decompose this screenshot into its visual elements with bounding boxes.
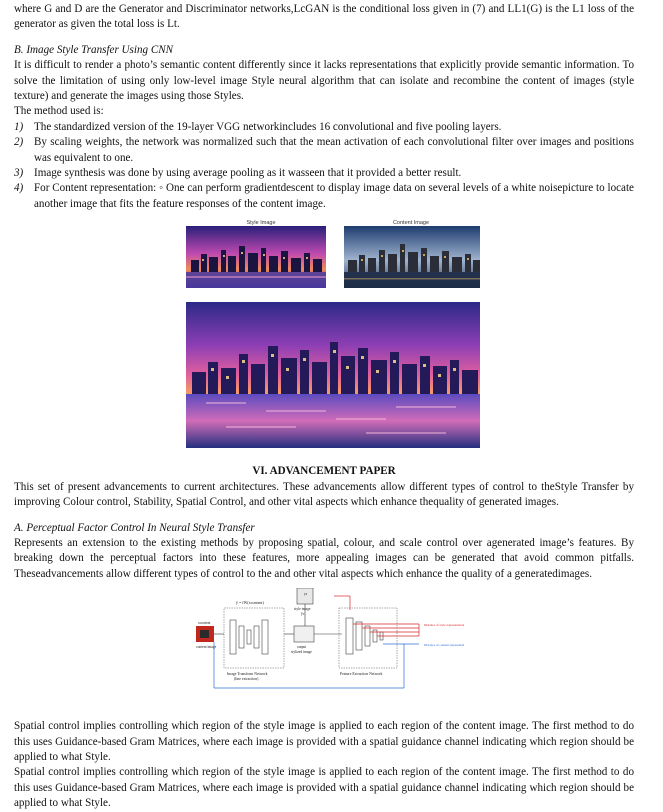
closing-paragraph-2: Spatial control implies controlling which region of the style image is applied to each region of the content image. The first method to do this uses Guidance-based Gram Matrices, where each image is provided with a spatial guidance channel indicating which region should be applied to what Style. [14,766,634,810]
list-item-number: 3) [14,167,24,180]
section-vi-paragraph: This set of present advancements to current architectures. These advancements allow different types of control to theStyle Transfer by improving Colour control, Stability, Spatial Control, and other vital aspects which enhance thequality of generated images. [14,480,634,509]
section-a-paragraph: Represents an extension to the existing methods by proposing spatial, colour, and scale control over agenerated image’s features. By breaking down the perceptual factors into these features, more appealing images can be generated that avoid common pitfalls. Theseadvancements allow different types of control to the and other vital aspects which enhance the quality of a generatedimages. [14,536,634,580]
method-intro: The method used is: [14,105,104,118]
content-image-label: content image [196,645,217,650]
style-image-caption: Style Image [246,220,276,227]
xcontent-label: xcontent [198,621,211,626]
style-image-diagram-label: style image [294,607,311,612]
list-item-text: By scaling weights, the network was normalized such that the mean activation of each convolutional filter over images and positions was equivalent to one. [34,136,634,164]
list-item-text: For Content representation: ◦ One can perform gradientdescent to display image data on several levels of a white noisepicture to locate another image that fits the feature responses of the content image. [34,182,634,210]
dist-content-label: Distance of content representation [424,643,464,648]
list-item-text: Image synthesis was done by using average pooling as it wasseen that it provided a better result. [34,167,462,180]
style-transfer-figure [186,216,476,450]
list-item-number: 2) [14,136,24,149]
list-item-number: 4) [14,182,24,195]
ys-label: ys [304,592,308,597]
section-b-paragraph: It is difficult to render a photo’s semantic content differently since it lacks representations that explicitly provide semantic information. To solve the limitation of using only low-level image Style neural algorithm that can isolate and recombine the content of images (style texture) and generate the images using those Styles. [14,59,634,103]
list-item [14,135,634,166]
itn-label: Image Transform Network [227,672,268,677]
closing-paragraph-1: Spatial control implies controlling which region of the style image is applied to each region of the content image. The first method to do this uses Guidance-based Gram Matrices, where each image is provided with a spatial guidance channel indicating which region should be applied to what Style. [14,720,634,763]
fen-label: Feature Extraction Network [340,672,383,677]
content-image-caption: Content Image [392,220,430,227]
dist-style-label: Distance of style representation [424,623,464,628]
list-item [14,120,634,135]
yc-label: ŷc [301,612,305,617]
section-b-heading: B. Image Style Transfer Using CNN [14,43,174,56]
formula-label: ŷ = fW(xcontent) [236,600,264,606]
section-vi-heading: VI. ADVANCEMENT PAPER [252,465,396,478]
section-a-heading: A. Perceptual Factor Control In Neural Style Transfer [14,521,255,534]
architecture-diagram [194,588,464,693]
list-item-number: 1) [14,120,24,133]
method-list [14,120,634,212]
architecture-diagram-svg [194,588,464,693]
paper-page [14,2,634,812]
output-image-thumb [294,626,314,642]
content-image [344,226,480,288]
stylized-label: stylized image [291,650,312,655]
list-item [14,181,634,212]
list-item-text: The standardized version of the 19-layer VGG networkincludes 16 convolutional and five pooling layers. [34,120,502,133]
list-item [14,166,634,181]
itn-sub-label: (line extraction) [234,677,259,682]
style-image-thumb [297,588,313,604]
style-image [186,226,326,288]
stylized-output-image [186,302,480,448]
feature-network-box [339,608,397,668]
intro-paragraph: where G and D are the Generator and Discriminator networks,LcGAN is the conditional loss given in (7) and LL1(G) is the L1 loss of the generator as given the total loss is Lt. [14,3,634,31]
output-label: output [297,645,307,650]
